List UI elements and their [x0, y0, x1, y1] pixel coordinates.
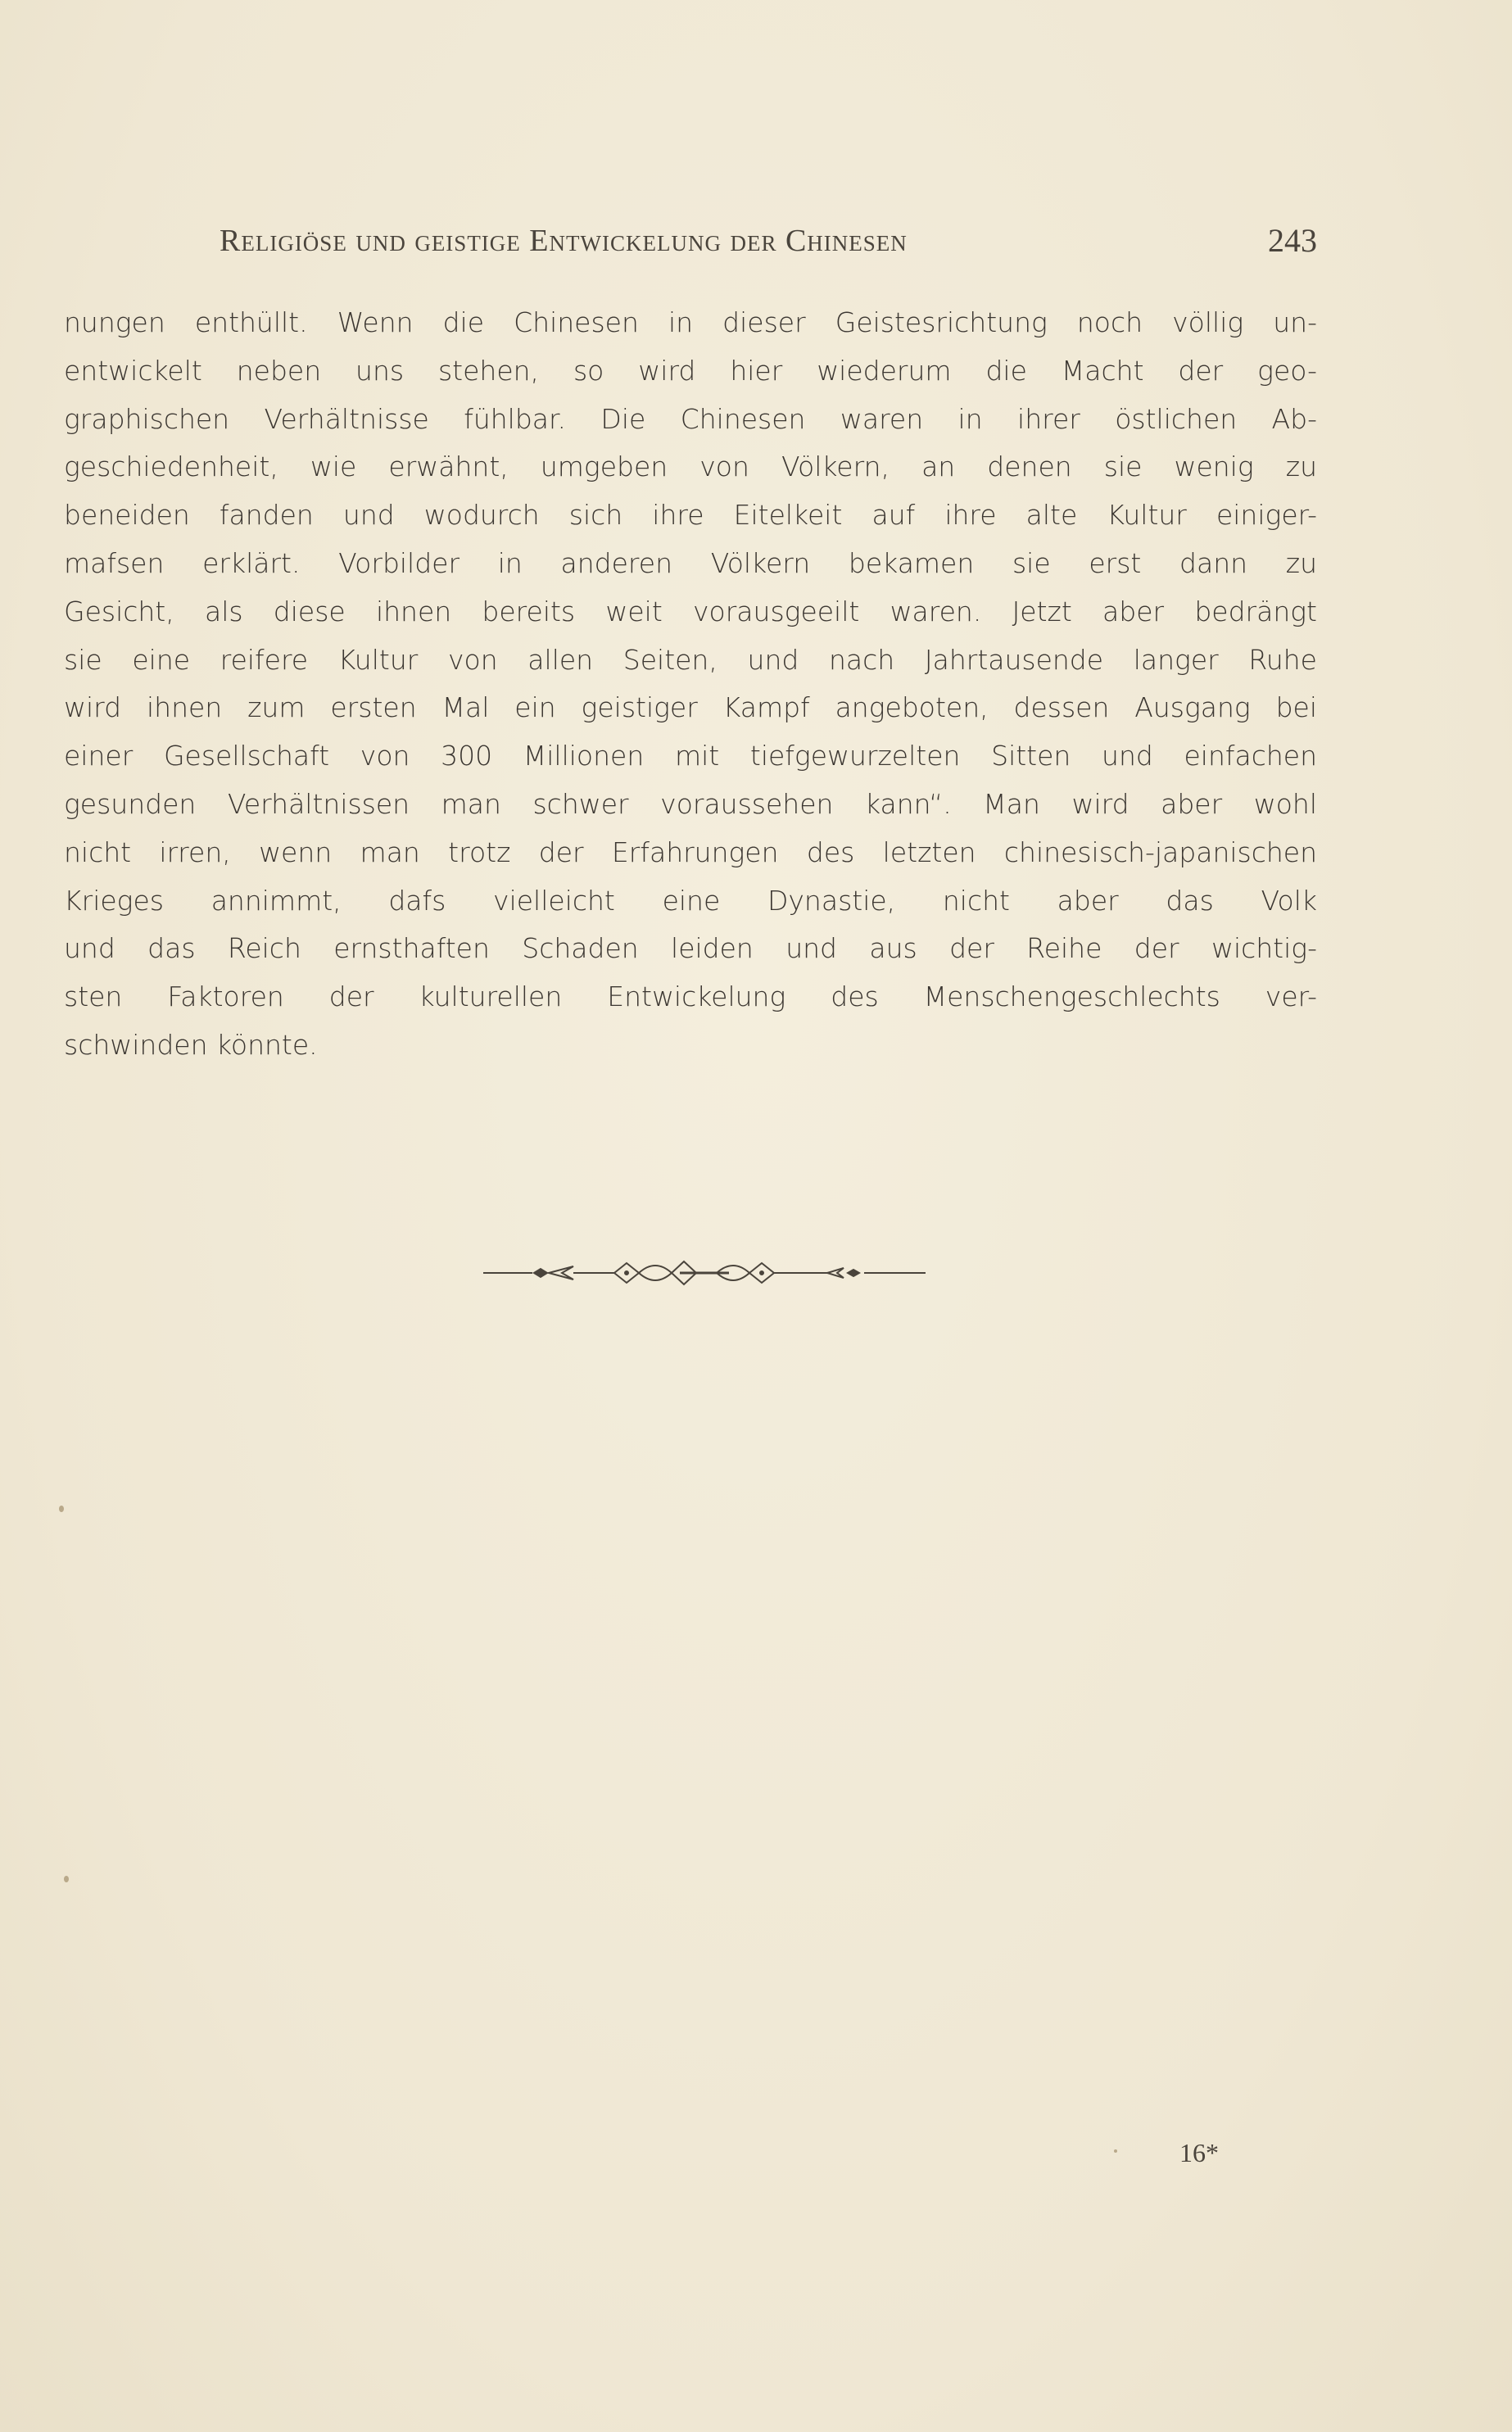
paper-speck: [59, 1506, 64, 1512]
text-line: sten Faktoren der kulturellen Entwickelung des Menschengeschlechts ver-: [64, 980, 1317, 1013]
signature-mark: 16*: [1179, 2138, 1219, 2167]
text-line: und das Reich ernsthaften Schaden leiden und aus der Reihe der wichtig-: [64, 932, 1317, 965]
text-line: nungen enthüllt. Wenn die Chinesen in dieser Geistesrichtung noch völlig un-: [64, 306, 1317, 338]
page-header: [220, 218, 1317, 267]
text-line: nicht irren, wenn man trotz der Erfahrungen des letzten chinesisch-japanischen: [64, 836, 1317, 868]
text-line: Krieges annimmt, dafs vielleicht eine Dynastie, nicht aber das Volk: [64, 884, 1317, 917]
running-head: Religiöse und geistige Entwickelung der Chinesen: [220, 224, 908, 258]
paper-speck: [64, 1876, 69, 1882]
text-line: sie eine reifere Kultur von allen Seiten, und nach Jahrtausende langer Ruhe: [64, 643, 1317, 676]
text-line: gesunden Verhältnissen man schwer voraussehen kann“. Man wird aber wohl: [64, 787, 1317, 820]
text-line-last: schwinden könnte.: [64, 1028, 318, 1061]
text-line: Gesicht, als diese ihnen bereits weit vorausgeeilt waren. Jetzt aber bedrängt: [64, 595, 1317, 627]
page-number: 243: [1268, 222, 1317, 259]
text-line: beneiden fanden und wodurch sich ihre Eitelkeit auf ihre alte Kultur einiger-: [64, 499, 1317, 532]
text-line: geschiedenheit, wie erwähnt, umgeben von Völkern, an denen sie wenig zu: [64, 451, 1317, 483]
text-line: entwickelt neben uns stehen, so wird hier wiederum die Macht der geo-: [64, 354, 1317, 387]
paper-speck: [1114, 2149, 1117, 2153]
text-line: einer Gesellschaft von 300 Millionen mit tiefgewurzelten Sitten und einfachen: [64, 740, 1317, 772]
body-text: [64, 299, 1317, 1070]
text-line: graphischen Verhältnisse fühlbar. Die Chinesen waren in ihrer östlichen Ab-: [64, 402, 1317, 435]
ornament-divider: [483, 1248, 926, 1298]
text-line: mafsen erklärt. Vorbilder in anderen Völkern bekamen sie erst dann zu: [64, 546, 1317, 579]
text-line: wird ihnen zum ersten Mal ein geistiger Kampf angeboten, dessen Ausgang bei: [64, 691, 1317, 724]
